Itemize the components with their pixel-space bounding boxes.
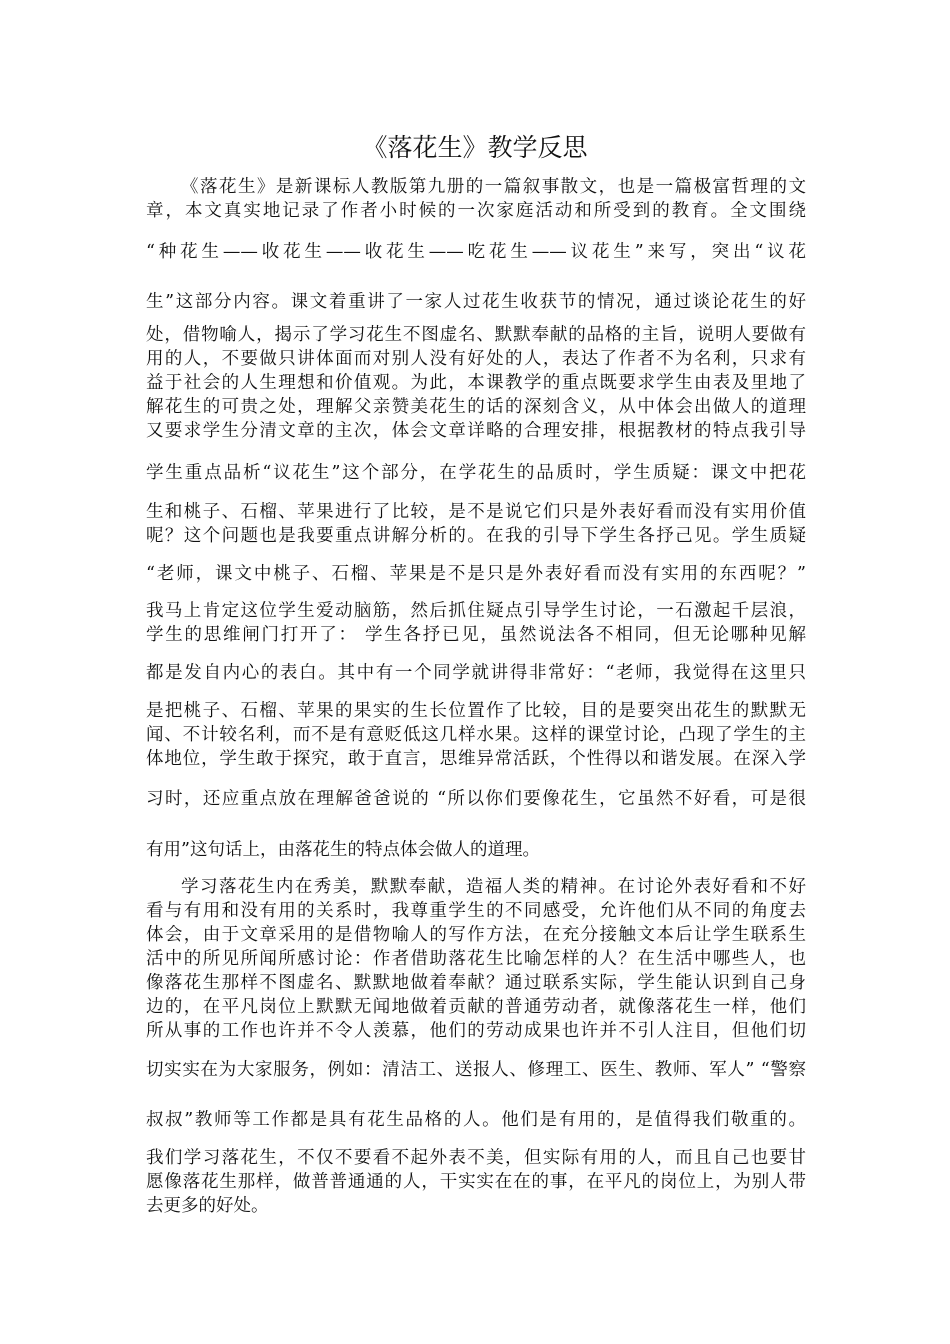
paragraph-1-line-7: 益于社会的人生理想和价值观。为此，本课教学的重点既要求学生由表及里地了 — [146, 373, 806, 393]
document-title: 《落花生》教学反思 — [362, 133, 588, 162]
paragraph-1-line-18: 闻、不计较名利，而不是有意贬低这几样水果。这样的课堂讨论，凸现了学生的主 — [146, 725, 806, 745]
paragraph-1-line-17: 是把桃子、石榴、苹果的果实的生长位置作了比较，目的是要突出花生的默默无 — [146, 701, 806, 721]
paragraph-2-line-4: 活中的所见所闻所感讨论：作者借助落花生比喻怎样的人？在生活中哪些人，也 — [146, 949, 806, 969]
paragraph-2-line-3: 体会，由于文章采用的是借物喻人的写作方法，在充分接触文本后让学生联系生 — [146, 925, 806, 945]
paragraph-2-line-12: 去更多的好处。 — [146, 1196, 269, 1216]
paragraph-1-line-3: “种花生——收花生——收花生——吃花生——议花生”来写，突出“议花 — [146, 242, 806, 262]
paragraph-2-line-9: 叔叔”教师等工作都是具有花生品格的人。他们是有用的，是值得我们敬重的。 — [146, 1110, 806, 1130]
paragraph-2-line-8: 切实实在为大家服务，例如：清洁工、送报人、修理工、医生、教师、军人” “警察 — [146, 1060, 806, 1080]
paragraph-1-line-6: 用的人，不要做只讲体面而对别人没有好处的人，表达了作者不为名利，只求有 — [146, 349, 806, 369]
paragraph-2-line-5: 像落花生那样不图虚名、默默地做着奉献？通过联系实际，学生能认识到自己身 — [146, 973, 806, 993]
paragraph-1-line-10: 学生重点品析“议花生”这个部分，在学花生的品质时，学生质疑：课文中把花 — [146, 463, 806, 483]
paragraph-1-line-19: 体地位，学生敢于探究，敢于直言，思维异常活跃，个性得以和谐发展。在深入学 — [146, 749, 806, 769]
paragraph-1-line-12: 呢？这个问题也是我要重点讲解分析的。在我的引导下学生各抒己见。学生质疑 — [146, 526, 806, 546]
paragraph-2-line-11: 愿像落花生那样，做普普通通的人，干实实在在的事，在平凡的岗位上，为别人带 — [146, 1172, 806, 1192]
paragraph-1-line-15: 学生的思维闸门打开了： 学生各抒已见，虽然说法各不相同，但无论哪种见解 — [146, 625, 806, 645]
paragraph-1-line-20: 习时，还应重点放在理解爸爸说的 “所以你们要像花生，它虽然不好看，可是很 — [146, 789, 806, 809]
paragraph-1-line-13: “老师，课文中桃子、石榴、苹果是不是只是外表好看而没有实用的东西呢？” — [146, 564, 806, 584]
paragraph-1-line-1: 《落花生》是新课标人教版第九册的一篇叙事散文，也是一篇极富哲理的文 — [181, 177, 806, 197]
paragraph-1-line-11: 生和桃子、石榴、苹果进行了比较，是不是说它们只是外表好看而没有实用价值 — [146, 502, 806, 522]
paragraph-1-line-4: 生”这部分内容。课文着重讲了一家人过花生收获节的情况，通过谈论花生的好 — [146, 292, 806, 312]
paragraph-1-line-2: 章，本文真实地记录了作者小时候的一次家庭活动和所受到的教育。全文围绕 — [146, 201, 806, 221]
paragraph-2-line-1: 学习落花生内在秀美，默默奉献，造福人类的精神。在讨论外表好看和不好 — [181, 877, 806, 897]
paragraph-1-line-21: 有用”这句话上，由落花生的特点体会做人的道理。 — [146, 840, 540, 860]
paragraph-1-line-14: 我马上肯定这位学生爱动脑筋，然后抓住疑点引导学生讨论，一石激起千层浪， — [146, 601, 806, 621]
paragraph-2-line-6: 边的，在平凡岗位上默默无闻地做着贡献的普通劳动者，就像落花生一样，他们 — [146, 997, 806, 1017]
paragraph-1-line-16: 都是发自内心的表白。其中有一个同学就讲得非常好：“老师，我觉得在这里只 — [146, 663, 806, 683]
paragraph-2-line-7: 所从事的工作也许并不令人羡慕，他们的劳动成果也许并不引人注目，但他们切 — [146, 1021, 806, 1041]
paragraph-1-line-8: 解花生的可贵之处，理解父亲赞美花生的话的深刻含义，从中体会出做人的道理 — [146, 397, 806, 417]
paragraph-2-line-10: 我们学习落花生，不仅不要看不起外表不美，但实际有用的人，而且自己也要甘 — [146, 1148, 806, 1168]
paragraph-1-line-9: 又要求学生分清文章的主次，体会文章详略的合理安排，根据教材的特点我引导 — [146, 421, 806, 441]
paragraph-2-line-2: 看与有用和没有用的关系时，我尊重学生的不同感受，允许他们从不同的角度去 — [146, 901, 806, 921]
paragraph-1-line-5: 处，借物喻人，揭示了学习花生不图虚名、默默奉献的品格的主旨，说明人要做有 — [146, 325, 806, 345]
